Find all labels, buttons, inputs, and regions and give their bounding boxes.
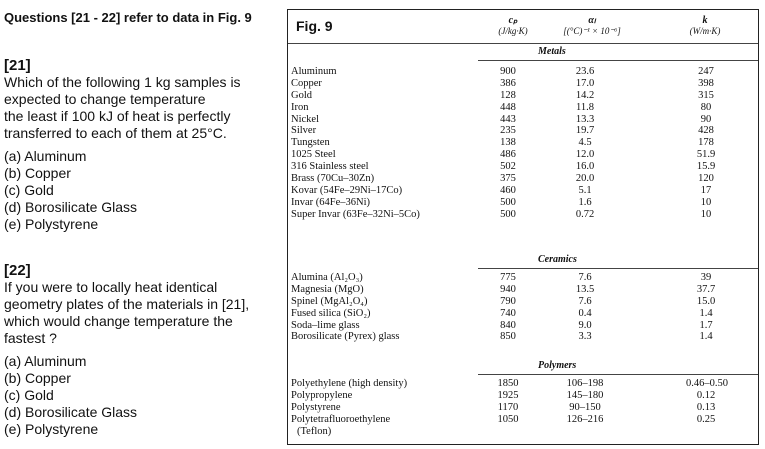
answer-option: (a) Aluminum [4, 148, 87, 164]
table-cell: Borosilicate (Pyrex) glass [291, 331, 400, 343]
col-symbol: αₗ [588, 15, 596, 26]
answer-option: (e) Polystyrene [4, 216, 99, 232]
table-cell: 51.9 [696, 149, 716, 161]
table-cell: 3.3 [578, 331, 592, 343]
table-cell: 0.13 [696, 401, 716, 413]
answer-option: (d) Borosilicate Glass [4, 404, 138, 420]
table-cell: 247 [698, 66, 714, 77]
table-cell: 375 [500, 173, 516, 185]
table-cell: 1.6 [578, 196, 592, 208]
question-number: [22] [4, 262, 31, 279]
table-cell: 316 Stainless steel [291, 161, 369, 173]
table-cell: 17 [700, 184, 712, 196]
table-cell: Super Invar (63Fe–32Ni–5Co) [291, 208, 420, 220]
col-header-thermal-conductivity [670, 15, 740, 37]
table-cell: 12.0 [575, 149, 595, 161]
table-cell: 9.0 [578, 319, 592, 331]
answer-option: (e) Polystyrene [4, 421, 99, 437]
question-text-line: fastest ? [4, 330, 57, 346]
table-cell: Invar (64Fe–36Ni) [291, 196, 371, 208]
table-cell: 386 [500, 77, 516, 89]
table-cell: 775 [500, 272, 516, 283]
figure-9-table [287, 9, 759, 445]
question-text-line: Which of the following 1 kg samples is [4, 74, 241, 90]
table-cell: 145–180 [566, 389, 604, 401]
table-row [291, 161, 758, 173]
table-row [291, 209, 758, 221]
table-cell: 10 [700, 208, 712, 220]
table-cell: Fused silica (SiO₂) [291, 307, 371, 319]
question-21 [4, 57, 284, 233]
table-cell: 4.5 [578, 137, 592, 149]
table-row [291, 114, 758, 126]
table-cell: 486 [500, 149, 516, 161]
table-cell: Polystyrene [291, 401, 341, 413]
table-cell: 1050 [497, 413, 519, 425]
table-cell: 1.4 [699, 331, 713, 343]
table-cell: 17.0 [575, 77, 595, 89]
polymers-rows [291, 378, 758, 437]
table-cell: Aluminum [291, 66, 337, 77]
table-cell: 7.6 [578, 272, 592, 283]
table-cell: 178 [698, 137, 714, 149]
table-cell: 120 [698, 173, 714, 185]
table-row [291, 90, 758, 102]
answer-option: (c) Gold [4, 182, 54, 198]
table-cell: 1.7 [699, 319, 713, 331]
table-cell: 14.2 [575, 89, 595, 101]
table-row [291, 149, 758, 161]
answer-option: (c) Gold [4, 387, 54, 403]
table-row [291, 320, 758, 332]
table-cell: 443 [500, 113, 516, 125]
table-cell: 138 [500, 137, 516, 149]
question-text-line: expected to change temperature [4, 91, 206, 107]
question-22 [4, 262, 284, 438]
table-cell: Soda–lime glass [291, 319, 360, 331]
table-cell: 1925 [497, 389, 519, 401]
metals-rows [291, 66, 758, 221]
table-cell: 940 [500, 283, 516, 295]
table-row [291, 197, 758, 209]
questions-header: Questions [21 - 22] refer to data in Fig. 9 [4, 10, 252, 25]
section-label-metals: Metals [538, 46, 566, 57]
section-rule [478, 268, 758, 269]
table-cell: 0.25 [696, 413, 716, 425]
answer-option: (a) Aluminum [4, 353, 87, 369]
question-text-line: If you were to locally heat identical [4, 279, 218, 295]
table-cell: 126–216 [566, 413, 604, 425]
table-row [291, 378, 758, 390]
table-cell: 235 [500, 125, 516, 137]
table-cell: Brass (70Cu–30Zn) [291, 173, 375, 185]
table-cell: 15.9 [696, 161, 716, 173]
table-cell: 1025 Steel [291, 149, 336, 161]
table-cell: 106–198 [566, 378, 604, 389]
table-cell: 37.7 [696, 283, 716, 295]
table-cell: Tungsten [291, 137, 330, 149]
table-cell: 20.0 [575, 173, 595, 185]
col-symbol: cₚ [508, 15, 518, 26]
answer-option: (b) Copper [4, 165, 71, 181]
table-cell: 315 [698, 89, 714, 101]
table-cell: 10 [700, 196, 712, 208]
table-cell: 19.7 [575, 125, 595, 137]
table-cell: 0.46–0.50 [686, 378, 728, 389]
table-row [291, 102, 758, 114]
section-label-polymers: Polymers [538, 360, 577, 371]
question-text-line: transferred to each of them at 25°C. [4, 125, 227, 141]
table-cell: Spinel (MgAl₂O₄) [291, 295, 368, 307]
table-row [291, 125, 758, 137]
table-cell: 15.0 [696, 295, 716, 307]
table-cell: 398 [698, 77, 714, 89]
table-cell: Iron [291, 101, 309, 113]
table-cell: 790 [500, 295, 516, 307]
table-cell: 7.6 [578, 295, 592, 307]
col-header-thermal-expansion [550, 15, 634, 37]
table-cell: 13.5 [575, 283, 595, 295]
table-cell: Polypropylene [291, 389, 353, 401]
ceramics-rows [291, 272, 758, 343]
table-cell: 840 [500, 319, 516, 331]
table-cell: 0.4 [578, 307, 592, 319]
col-header-specific-heat [478, 15, 548, 37]
table-row [291, 402, 758, 414]
table-cell: 500 [500, 208, 516, 220]
table-cell: 0.72 [575, 208, 595, 220]
col-unit: (W/m·K) [689, 26, 721, 36]
table-cell: Polytetrafluoroethylene [291, 413, 391, 425]
table-cell: 0.12 [696, 389, 716, 401]
table-cell: 502 [500, 161, 516, 173]
table-cell: 39 [700, 272, 712, 283]
col-unit: [(°C)⁻¹ × 10⁻⁶] [563, 26, 621, 36]
table-cell: 80 [700, 101, 712, 113]
answer-option: (d) Borosilicate Glass [4, 199, 138, 215]
table-cell: 740 [500, 307, 516, 319]
section-rule [478, 60, 758, 61]
row-continuation: (Teflon) [297, 425, 332, 437]
table-row [291, 66, 758, 78]
table-row [291, 390, 758, 402]
answer-option: (b) Copper [4, 370, 71, 386]
table-cell: 5.1 [578, 184, 592, 196]
table-cell: Kovar (54Fe–29Ni–17Co) [291, 184, 403, 196]
table-cell: 850 [500, 331, 516, 343]
table-cell: 11.8 [576, 101, 594, 113]
question-text-line: geometry plates of the materials in [21], [4, 296, 250, 312]
table-row [291, 308, 758, 320]
table-cell: 23.6 [575, 66, 595, 77]
question-text-line: which would change temperature the [4, 313, 233, 329]
table-row [291, 272, 758, 284]
table-row [291, 137, 758, 149]
table-cell: Copper [291, 77, 322, 89]
question-text-line: the least if 100 kJ of heat is perfectly [4, 108, 231, 124]
table-cell: Gold [291, 89, 312, 101]
table-cell: 448 [500, 101, 516, 113]
table-row [291, 173, 758, 185]
col-symbol: k [702, 15, 708, 26]
table-cell: 500 [500, 196, 516, 208]
table-cell: 128 [500, 89, 516, 101]
table-cell: Polyethylene (high density) [291, 378, 408, 389]
header-rule [288, 43, 758, 44]
table-cell: 90 [700, 113, 712, 125]
table-row [291, 331, 758, 343]
table-row [291, 284, 758, 296]
table-cell: 13.3 [575, 113, 595, 125]
table-cell: 900 [500, 66, 516, 77]
table-cell: 1170 [497, 401, 519, 413]
table-row [291, 78, 758, 90]
figure-title: Fig. 9 [296, 18, 333, 34]
table-cell: Silver [291, 125, 317, 137]
table-cell: 1.4 [699, 307, 713, 319]
table-cell: 16.0 [575, 161, 595, 173]
table-cell: Alumina (Al₂O₃) [291, 272, 363, 283]
table-cell: Magnesia (MgO) [291, 283, 364, 295]
table-row [291, 185, 758, 197]
table-row [291, 296, 758, 308]
table-row [291, 414, 758, 438]
table-cell: 90–150 [569, 401, 601, 413]
table-cell: 428 [698, 125, 714, 137]
table-cell: Nickel [291, 113, 319, 125]
section-label-ceramics: Ceramics [538, 254, 577, 265]
question-panel [0, 0, 285, 449]
question-number: [21] [4, 57, 31, 74]
section-rule [478, 374, 758, 375]
table-cell: 1850 [497, 378, 519, 389]
col-unit: (J/kg·K) [498, 26, 528, 36]
table-cell: 460 [500, 184, 516, 196]
